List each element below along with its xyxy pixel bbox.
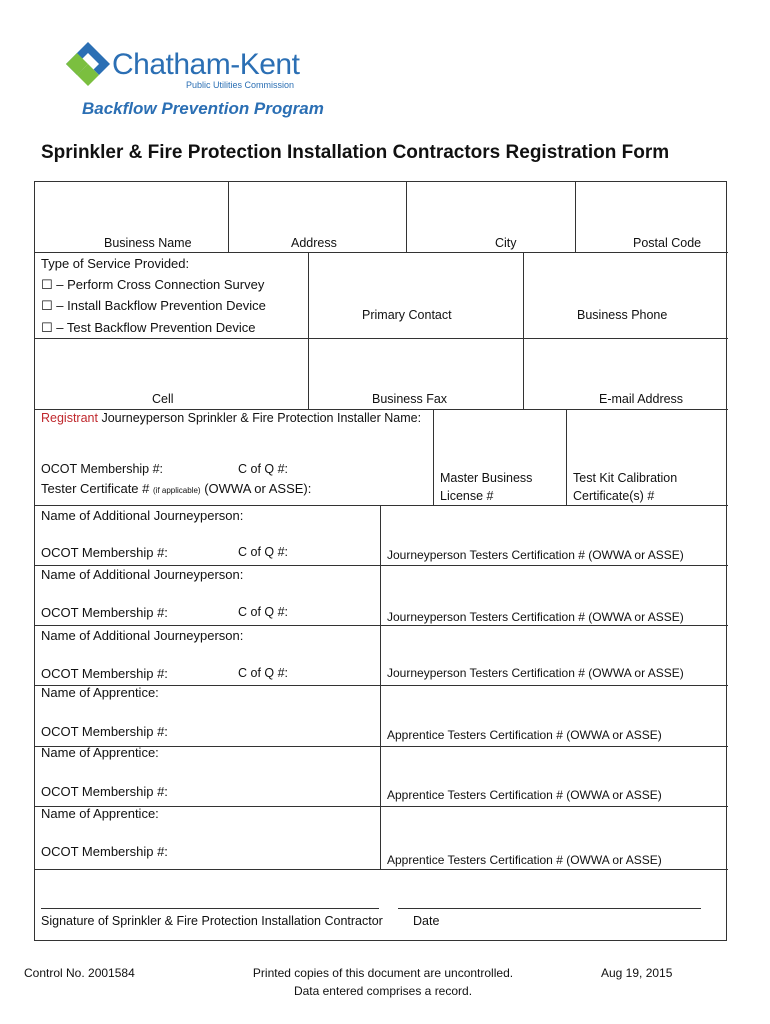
- chatham-kent-logo-icon: [64, 40, 114, 90]
- footer-date: Aug 19, 2015: [601, 966, 673, 980]
- service-option-survey[interactable]: ☐ – Perform Cross Connection Survey: [41, 277, 265, 292]
- tester-certificate-field[interactable]: [41, 481, 311, 496]
- registrant-prefix: Registrant: [41, 411, 98, 425]
- address-field[interactable]: Address: [291, 236, 337, 250]
- program-name: Backflow Prevention Program: [82, 99, 324, 118]
- date-line[interactable]: [398, 908, 701, 909]
- additional-journeyperson-3-cert[interactable]: Journeyperson Testers Certification # (OWWA or ASSE): [387, 666, 684, 680]
- email-field[interactable]: E-mail Address: [599, 392, 684, 406]
- apprentice-1-ocot[interactable]: OCOT Membership #:: [41, 724, 168, 739]
- signature-label: Signature of Sprinkler & Fire Protection Installation Contractor: [41, 914, 383, 928]
- brand-name: Chatham-Kent: [112, 48, 300, 81]
- apprentice-3-name[interactable]: Name of Apprentice:: [41, 806, 159, 821]
- additional-journeyperson-3-cofq[interactable]: C of Q #:: [238, 666, 289, 680]
- additional-journeyperson-1-cofq[interactable]: C of Q #:: [238, 545, 289, 559]
- master-license-line1: Master Business: [440, 471, 533, 485]
- business-phone-field[interactable]: Business Phone: [577, 308, 668, 322]
- business-fax-field[interactable]: Business Fax: [372, 392, 448, 406]
- additional-journeyperson-2-name[interactable]: Name of Additional Journeyperson:: [41, 567, 244, 582]
- additional-journeyperson-3-ocot[interactable]: OCOT Membership #:: [41, 666, 168, 681]
- registrant-installer-label: [41, 411, 421, 425]
- apprentice-3-cert[interactable]: Apprentice Testers Certification # (OWWA or ASSE): [387, 853, 662, 867]
- tester-certificate-prefix: Tester Certificate #: [41, 481, 150, 496]
- additional-journeyperson-3-name[interactable]: Name of Additional Journeyperson:: [41, 628, 244, 643]
- additional-journeyperson-2-ocot[interactable]: OCOT Membership #:: [41, 605, 168, 620]
- test-kit-line1: Test Kit Calibration: [573, 471, 678, 485]
- business-name-field[interactable]: Business Name: [104, 236, 192, 250]
- test-kit-line2[interactable]: Certificate(s) #: [573, 489, 655, 503]
- registrant-label-text: Journeyperson Sprinkler & Fire Protection Installer Name:: [97, 411, 422, 425]
- apprentice-2-cert[interactable]: Apprentice Testers Certification # (OWWA or ASSE): [387, 788, 662, 802]
- registration-form: [34, 181, 727, 941]
- apprentice-3-ocot[interactable]: OCOT Membership #:: [41, 844, 168, 859]
- uncontrolled-note: Printed copies of this document are uncontrolled.: [252, 966, 514, 980]
- additional-journeyperson-2-cert[interactable]: Journeyperson Testers Certification # (OWWA or ASSE): [387, 610, 684, 624]
- tester-certificate-suffix: (OWWA or ASSE):: [204, 481, 312, 496]
- record-note: Data entered comprises a record.: [293, 984, 473, 998]
- control-number: Control No. 2001584: [24, 966, 135, 980]
- form-title: Sprinkler & Fire Protection Installation Contractors Registration Form: [41, 142, 670, 163]
- service-heading: Type of Service Provided:: [41, 256, 190, 271]
- cell-field[interactable]: Cell: [152, 392, 174, 406]
- apprentice-2-name[interactable]: Name of Apprentice:: [41, 745, 159, 760]
- date-label: Date: [413, 914, 440, 928]
- additional-journeyperson-1-cert[interactable]: Journeyperson Testers Certification # (OWWA or ASSE): [387, 548, 684, 562]
- service-option-test[interactable]: ☐ – Test Backflow Prevention Device: [41, 320, 256, 335]
- signature-line[interactable]: [41, 908, 379, 909]
- postal-code-field[interactable]: Postal Code: [633, 236, 702, 250]
- apprentice-1-name[interactable]: Name of Apprentice:: [41, 685, 159, 700]
- apprentice-2-ocot[interactable]: OCOT Membership #:: [41, 784, 168, 799]
- additional-journeyperson-1-name[interactable]: Name of Additional Journeyperson:: [41, 508, 244, 523]
- apprentice-1-cert[interactable]: Apprentice Testers Certification # (OWWA or ASSE): [387, 728, 662, 742]
- service-option-install[interactable]: ☐ – Install Backflow Prevention Device: [41, 298, 266, 313]
- brand-subtitle: Public Utilities Commission: [186, 80, 295, 90]
- registrant-ocot-field[interactable]: OCOT Membership #:: [41, 462, 164, 476]
- additional-journeyperson-2-cofq[interactable]: C of Q #:: [238, 605, 289, 619]
- registrant-cofq-field[interactable]: C of Q #:: [238, 462, 289, 476]
- primary-contact-field[interactable]: Primary Contact: [362, 308, 452, 322]
- tester-certificate-small: (if applicable): [153, 486, 201, 495]
- additional-journeyperson-1-ocot[interactable]: OCOT Membership #:: [41, 545, 168, 560]
- master-license-line2[interactable]: License #: [440, 489, 494, 503]
- city-field[interactable]: City: [495, 236, 517, 250]
